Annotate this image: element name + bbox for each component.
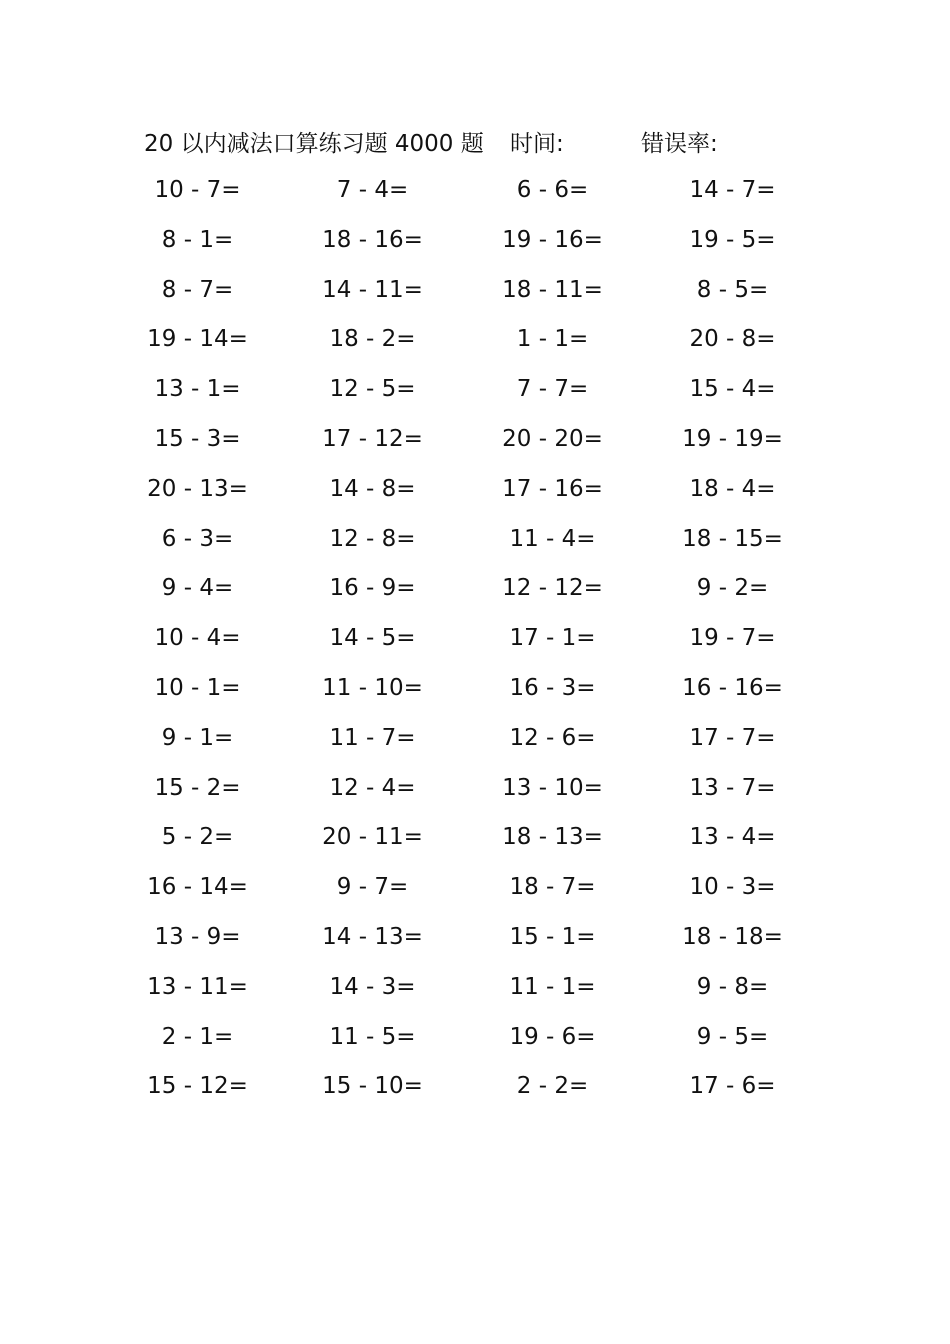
problem-item: 14 - 5= xyxy=(329,625,416,652)
time-label: 时间: xyxy=(510,131,564,157)
problem-item: 2 - 2= xyxy=(516,1073,589,1100)
problem-item: 9 - 7= xyxy=(336,874,409,901)
problem-row xyxy=(0,714,950,764)
problem-item: 2 - 1= xyxy=(161,1023,234,1050)
problem-item: 11 - 4= xyxy=(509,525,596,552)
problem-item: 19 - 6= xyxy=(509,1023,596,1050)
problem-item: 16 - 9= xyxy=(329,575,416,602)
problem-item: 18 - 2= xyxy=(329,326,416,353)
problem-item: 16 - 3= xyxy=(509,674,596,701)
problem-row xyxy=(0,315,950,365)
problem-item: 17 - 16= xyxy=(502,475,603,502)
problem-item: 13 - 7= xyxy=(689,774,776,801)
problem-item: 19 - 5= xyxy=(689,226,776,253)
problem-item: 18 - 18= xyxy=(682,923,783,950)
problem-item: 13 - 4= xyxy=(689,824,776,851)
problem-item: 16 - 14= xyxy=(147,874,248,901)
problem-row xyxy=(0,266,950,316)
problem-item: 12 - 6= xyxy=(509,724,596,751)
problem-item: 18 - 4= xyxy=(689,475,776,502)
problem-row xyxy=(0,415,950,465)
problem-item: 12 - 8= xyxy=(329,525,416,552)
problem-item: 9 - 2= xyxy=(696,575,769,602)
problem-item: 1 - 1= xyxy=(516,326,589,353)
problem-item: 9 - 5= xyxy=(696,1023,769,1050)
problem-row xyxy=(0,564,950,614)
problem-item: 20 - 13= xyxy=(147,475,248,502)
problem-row xyxy=(0,216,950,266)
problem-item: 15 - 4= xyxy=(689,376,776,403)
problem-item: 13 - 9= xyxy=(154,923,241,950)
problem-item: 8 - 5= xyxy=(696,276,769,303)
problem-item: 16 - 16= xyxy=(682,674,783,701)
problem-item: 10 - 3= xyxy=(689,874,776,901)
problem-row xyxy=(0,1013,950,1063)
error-rate-label: 错误率: xyxy=(641,131,718,157)
problem-item: 6 - 6= xyxy=(516,177,589,203)
problem-item: 5 - 2= xyxy=(161,824,234,851)
problem-item: 10 - 7= xyxy=(154,177,241,203)
problem-item: 10 - 1= xyxy=(154,674,241,701)
worksheet-header xyxy=(0,124,950,164)
problem-row xyxy=(0,913,950,963)
problem-row xyxy=(0,863,950,913)
problem-item: 12 - 12= xyxy=(502,575,603,602)
problem-item: 18 - 15= xyxy=(682,525,783,552)
problem-row xyxy=(0,166,950,216)
problem-item: 10 - 4= xyxy=(154,625,241,652)
problem-item: 15 - 3= xyxy=(154,425,241,452)
problem-item: 19 - 19= xyxy=(682,425,783,452)
problem-item: 20 - 20= xyxy=(502,425,603,452)
problem-item: 11 - 10= xyxy=(322,674,423,701)
problem-item: 15 - 2= xyxy=(154,774,241,801)
problem-grid xyxy=(0,166,950,1112)
problem-item: 20 - 11= xyxy=(322,824,423,851)
problem-item: 17 - 12= xyxy=(322,425,423,452)
problem-item: 19 - 7= xyxy=(689,625,776,652)
problem-item: 15 - 1= xyxy=(509,923,596,950)
problem-item: 14 - 7= xyxy=(689,177,776,203)
problem-row xyxy=(0,764,950,814)
problem-item: 13 - 11= xyxy=(147,973,248,1000)
problem-item: 11 - 1= xyxy=(509,973,596,1000)
problem-item: 18 - 13= xyxy=(502,824,603,851)
problem-row xyxy=(0,465,950,515)
worksheet-title: 20 以内减法口算练习题 4000 题 xyxy=(144,131,484,157)
problem-item: 13 - 1= xyxy=(154,376,241,403)
problem-row xyxy=(0,963,950,1013)
problem-row xyxy=(0,515,950,565)
problem-item: 8 - 7= xyxy=(161,276,234,303)
problem-row xyxy=(0,365,950,415)
problem-item: 17 - 7= xyxy=(689,724,776,751)
problem-item: 9 - 4= xyxy=(161,575,234,602)
problem-item: 11 - 7= xyxy=(329,724,416,751)
problem-item: 17 - 1= xyxy=(509,625,596,652)
problem-item: 14 - 8= xyxy=(329,475,416,502)
problem-item: 20 - 8= xyxy=(689,326,776,353)
problem-item: 12 - 4= xyxy=(329,774,416,801)
problem-item: 17 - 6= xyxy=(689,1073,776,1100)
problem-item: 18 - 16= xyxy=(322,226,423,253)
problem-item: 13 - 10= xyxy=(502,774,603,801)
problem-item: 14 - 11= xyxy=(322,276,423,303)
problem-item: 19 - 16= xyxy=(502,226,603,253)
problem-item: 7 - 7= xyxy=(516,376,589,403)
problem-item: 18 - 7= xyxy=(509,874,596,901)
problem-item: 11 - 5= xyxy=(329,1023,416,1050)
problem-item: 9 - 1= xyxy=(161,724,234,751)
problem-item: 14 - 3= xyxy=(329,973,416,1000)
problem-item: 19 - 14= xyxy=(147,326,248,353)
problem-item: 9 - 8= xyxy=(696,973,769,1000)
problem-item: 15 - 10= xyxy=(322,1073,423,1100)
problem-item: 7 - 4= xyxy=(336,177,409,203)
problem-item: 6 - 3= xyxy=(161,525,234,552)
problem-row xyxy=(0,813,950,863)
problem-row xyxy=(0,1062,950,1112)
problem-row xyxy=(0,614,950,664)
problem-item: 15 - 12= xyxy=(147,1073,248,1100)
problem-item: 18 - 11= xyxy=(502,276,603,303)
problem-item: 8 - 1= xyxy=(161,226,234,253)
problem-row xyxy=(0,664,950,714)
problem-item: 12 - 5= xyxy=(329,376,416,403)
problem-item: 14 - 13= xyxy=(322,923,423,950)
